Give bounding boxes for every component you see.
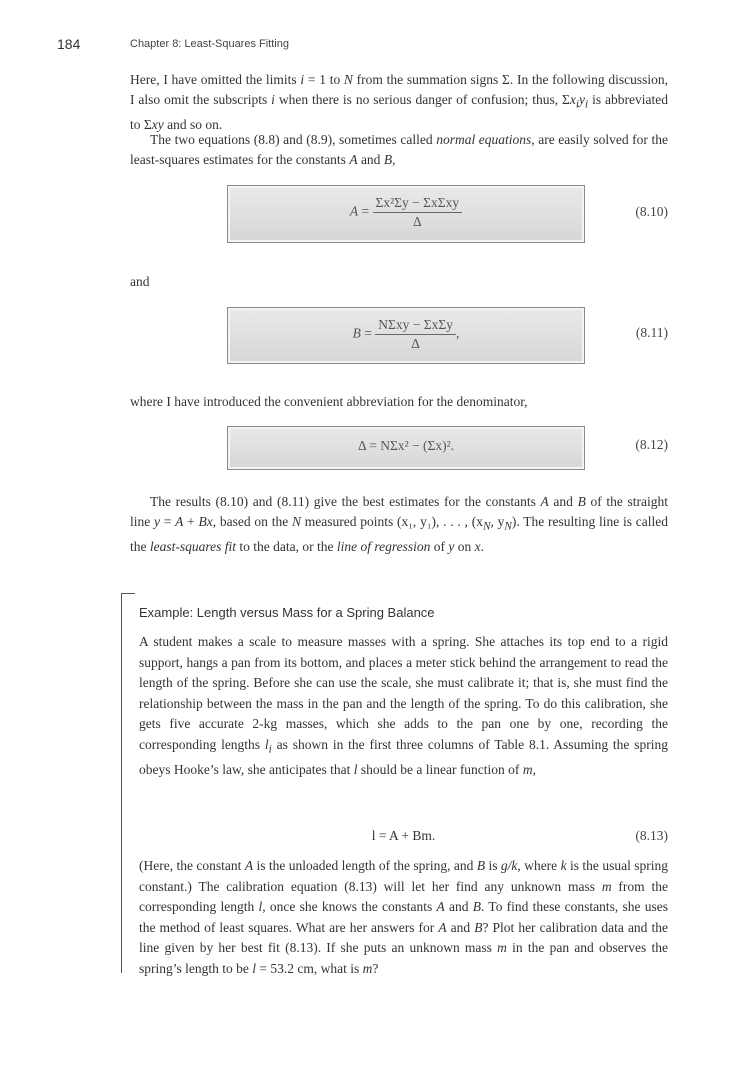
equation-8-11: B = $\frac{\text{NΣxy − ΣxΣy}}{\Delta}$ , <box>352 317 460 351</box>
example-border-top <box>121 593 135 594</box>
denominator: Δ <box>412 214 422 229</box>
equation-number-8-11: (8.11) <box>635 325 668 340</box>
equation-box-8-10 <box>227 185 585 243</box>
page-number: 184 <box>57 36 81 52</box>
page-header <box>0 34 729 56</box>
equation-number-8-12: (8.12) <box>635 437 668 452</box>
equation-number-8-13: (8.13) <box>635 828 668 843</box>
equation-box-8-12 <box>227 426 585 470</box>
equation-8-12: Δ = NΣx² − (Σx)². <box>357 438 455 453</box>
numerator: NΣxy − ΣxΣy <box>375 317 456 335</box>
connector-and: and <box>130 274 150 289</box>
paragraph-denominator: where I have introduced the convenient abbreviation for the denominator, <box>130 394 528 409</box>
example-paragraph-1: A student makes a scale to measure masses with a spring. She attaches its top end to a rigid support, hangs a pan from its bottom, and places a meter stick behind the arrangement to read the length of the spring. Before she can use the scale, she must calibrate it; that is, she must find the relationship between the mass in the pan and the length of the spring. To do this calibration, she gets five accurate 2-kg masses, which she adds to the pan one by one, recording the corresponding lengths $l_i$ as shown in the first three columns of Table 8.1. Assuming the spring obeys Hooke’s law, she anticipates that l should be a linear function of m, <box>139 634 668 777</box>
example-border-left <box>121 593 122 973</box>
example-title: Example: Length versus Mass for a Spring Balance <box>139 605 435 620</box>
equation-box-8-11 <box>227 307 585 364</box>
example-paragraph-2: (Here, the constant A is the unloaded length of the spring, and B is g/k, where k is the usual spring constant.) The calibration equation (8.13) will let her find any unknown mass m from the corresponding length l, once she knows the constants A and B. To find these constants, she uses the method of least squares. What are her answers for A and B? Plot her calibration data and the line given by her best fit (8.13). If she puts an unknown mass m in the pan and observes the spring’s length to be l = 53.2 cm, what is m? <box>139 858 668 976</box>
numerator: Σx²Σy − ΣxΣxy <box>373 195 463 213</box>
equation-8-10: A = $\frac{\text{Σx²Σy − ΣxΣxy}}{\Delta}$ <box>228 195 584 230</box>
equation-8-13: l = A + Bm. <box>371 828 436 843</box>
paragraph-summation-note: Here, I have omitted the limits i = 1 to N from the summation signs Σ. In the following discussion, I also omit the subscripts i when there is no serious danger of confusion; thus, $\Sigma x_iy_i$ is abbreviated to Σxy and so on. <box>130 72 669 132</box>
paragraph-normal-equations: The two equations (8.8) and (8.9), sometimes called normal equations, are easily solved for the least-squares estimates for the constants A and B, <box>130 132 668 167</box>
equation-number-8-10: (8.10) <box>635 204 668 219</box>
denominator: Δ <box>411 336 420 351</box>
paragraph-least-squares-fit: The results (8.10) and (8.11) give the best estimates for the constants A and B of the straight line y = A + Bx, based on the N measured points (x₁, y₁), . . . , ($x_N$, $y_N$). The resulting line is called the least-squares fit to the data, or the line of regression of y on x. <box>130 494 669 554</box>
running-head: Chapter 8: Least-Squares Fitting <box>130 38 289 50</box>
